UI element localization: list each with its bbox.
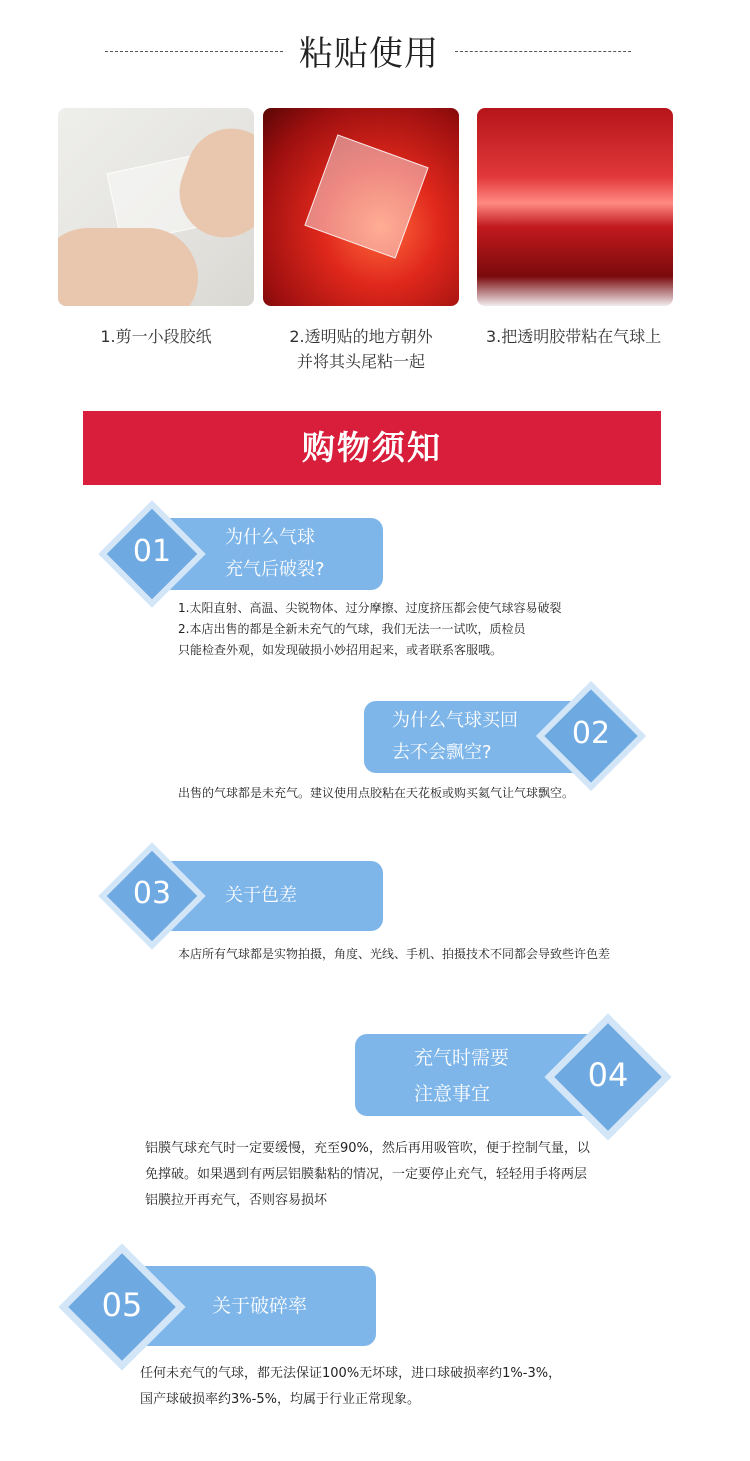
question-line: 充气时需要	[414, 1047, 510, 1069]
title-divider-right	[455, 51, 631, 52]
photo-tape-on-balloon-closeup	[477, 108, 673, 306]
question-text	[414, 1040, 509, 1112]
answer-line: 2.本店出售的都是全新未充气的气球，我们无法一一试吹，质检员	[178, 622, 526, 636]
caption-line: 3.把透明胶带粘在气球上	[486, 327, 662, 346]
answer-line: 只能检查外观，如发现破损小妙招用起来，或者联系客服哦。	[178, 643, 503, 657]
answer-line: 免撑破。如果遇到有两层铝膜黏粘的情况，一定要停止充气，轻轻用手将两层	[145, 1167, 588, 1182]
answer-line: 出售的气球都是未充气。建议使用点胶粘在天花板或购买氦气让气球飘空。	[178, 786, 575, 800]
caption-line: 1.剪一小段胶纸	[100, 327, 212, 346]
caption-step-3	[486, 324, 706, 349]
answer-text	[178, 783, 638, 804]
question-line: 充气后破裂?	[225, 559, 325, 580]
caption-step-1	[58, 324, 254, 349]
question-line: 为什么气球买回	[392, 710, 518, 731]
tape-piece	[304, 134, 428, 258]
answer-line: 铝膜气球充气时一定要缓慢，充至90%，然后再用吸管吹，便于控制气量，以	[145, 1141, 590, 1156]
hand-left	[58, 228, 198, 306]
answer-line: 任何未充气的气球，都无法保证100%无坏球，进口球破损率约1%-3%，	[140, 1366, 562, 1381]
question-line: 为什么气球	[225, 527, 315, 548]
question-line: 去不会飘空?	[392, 742, 492, 763]
photo-cut-tape	[58, 108, 254, 306]
item-number: 02	[571, 716, 611, 751]
section-title-usage: 粘贴使用	[299, 34, 439, 74]
section-title-shopping-notice: 购物须知	[302, 428, 442, 467]
item-number: 01	[132, 534, 172, 569]
answer-line: 本店所有气球都是实物拍摄，角度、光线、手机、拍摄技术不同都会导致些许色差	[178, 947, 611, 961]
question-line: 注意事宜	[414, 1083, 491, 1105]
question-line: 关于破碎率	[212, 1295, 308, 1317]
question-line: 关于色差	[225, 885, 297, 906]
answer-text	[140, 1361, 640, 1413]
question-text	[212, 1290, 307, 1322]
question-text	[392, 705, 518, 769]
title-divider-left	[105, 51, 283, 52]
item-number: 05	[101, 1286, 143, 1324]
question-text	[225, 522, 325, 586]
answer-text	[178, 944, 648, 965]
answer-line: 国产球破损率约3%-5%，均属于行业正常现象。	[140, 1392, 420, 1407]
answer-line: 铝膜拉开再充气，否则容易损坏	[145, 1193, 328, 1208]
item-number: 04	[587, 1056, 629, 1094]
answer-line: 1.太阳直射、高温、尖锐物体、过分摩擦、过度挤压都会使气球容易破裂	[178, 601, 562, 615]
photo-stick-tape-on-balloon	[263, 108, 459, 306]
answer-text	[145, 1136, 645, 1214]
caption-line: 2.透明贴的地方朝外	[289, 327, 433, 346]
item-number: 03	[132, 876, 172, 911]
caption-line: 并将其头尾粘一起	[296, 352, 425, 371]
caption-step-2	[263, 324, 459, 374]
answer-text	[178, 598, 598, 661]
question-text	[225, 880, 297, 912]
